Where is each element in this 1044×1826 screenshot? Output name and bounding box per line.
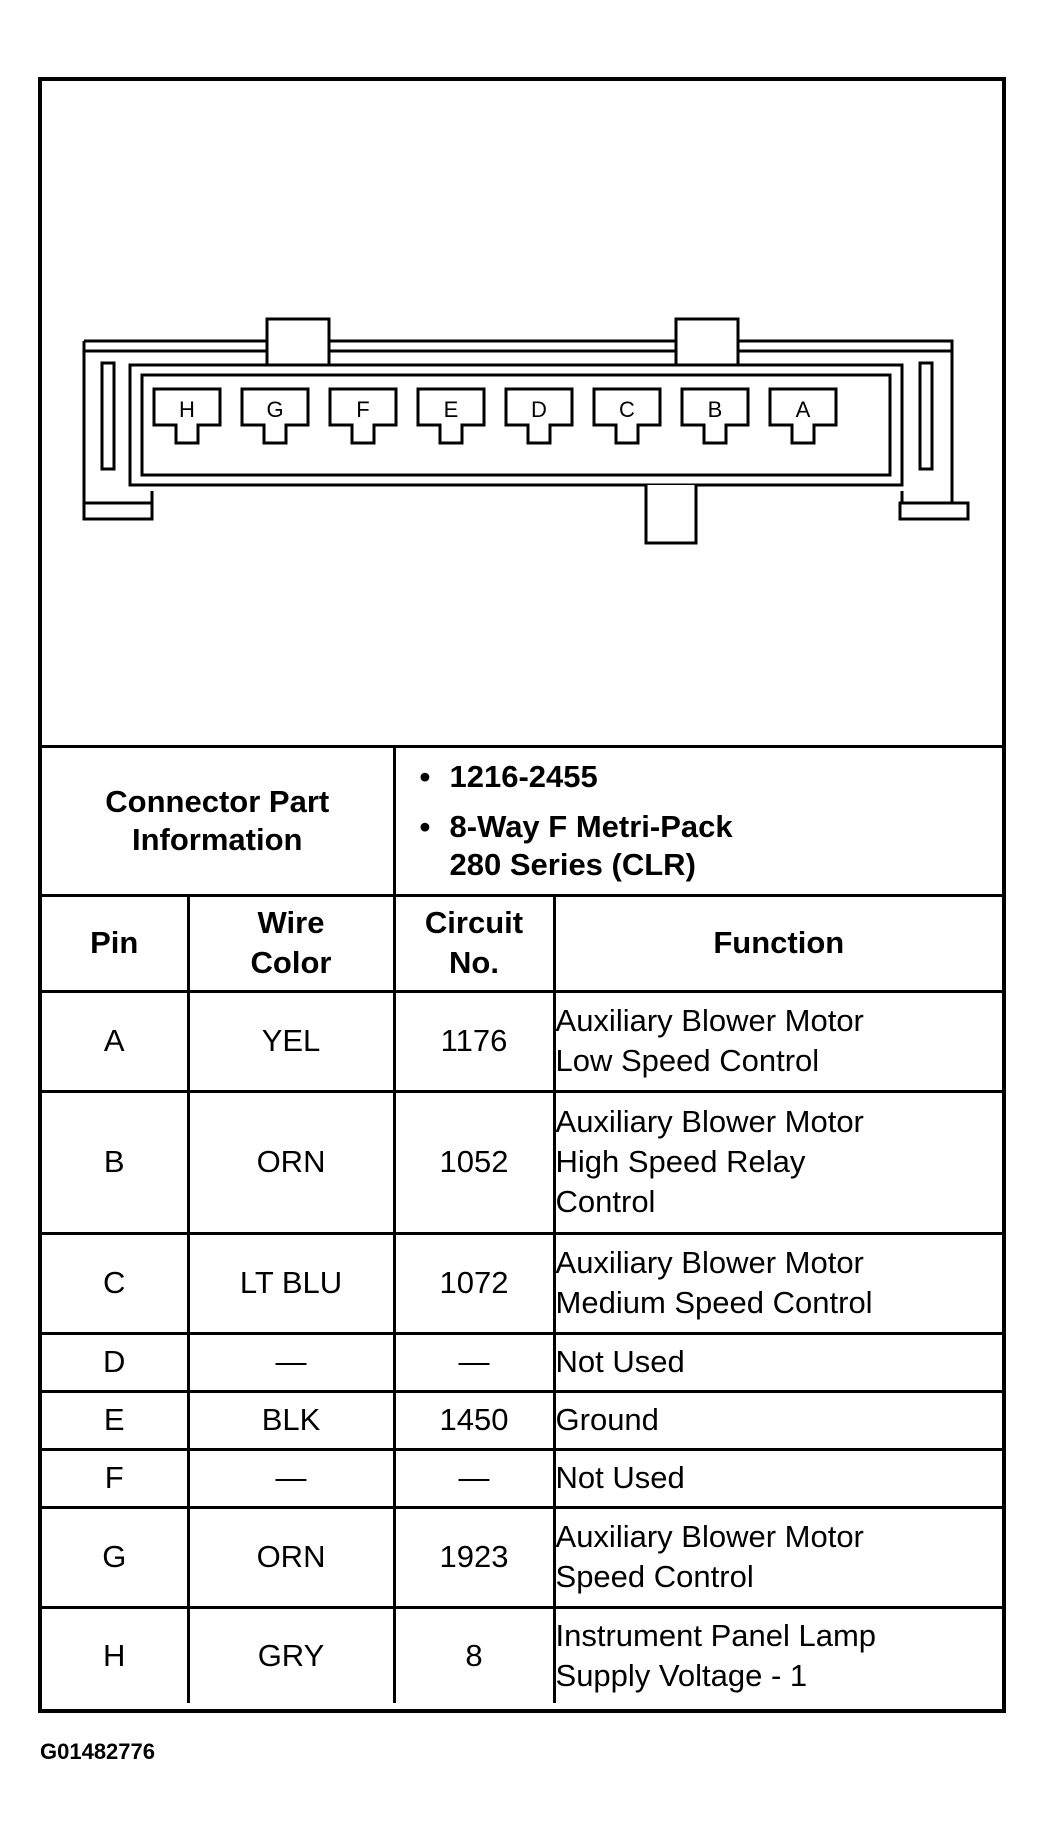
function-cell	[554, 1233, 1002, 1333]
header-function: Function	[554, 895, 1002, 991]
function-line: Supply Voltage - 1	[555, 1657, 808, 1693]
wire-color-cell: BLK	[188, 1391, 394, 1449]
function-cell	[554, 1449, 1002, 1507]
pin-cavity-label: D	[531, 397, 547, 422]
table-row	[42, 1449, 1002, 1507]
function-line: Medium Speed Control	[555, 1285, 873, 1320]
connector-type-line1: 8-Way F Metri-Pack	[449, 808, 733, 844]
header-pin: Pin	[42, 895, 188, 991]
wire-color-cell: ORN	[188, 1507, 394, 1607]
part-info-label-line2: Information	[132, 821, 303, 857]
circuit-cell: 1176	[394, 991, 554, 1091]
part-info-label-line1: Connector Part	[105, 783, 330, 819]
header-wire-color-line1: Wire	[257, 905, 325, 940]
pin-cavity-label: H	[179, 397, 195, 422]
table-row	[42, 1391, 1002, 1449]
header-wire-color	[188, 895, 394, 991]
pin-cell: D	[42, 1333, 188, 1391]
circuit-cell: 1052	[394, 1091, 554, 1233]
connector-face-drawing	[42, 81, 1002, 745]
pinout-table	[42, 748, 1002, 1703]
circuit-cell: —	[394, 1449, 554, 1507]
column-header-row	[42, 895, 1002, 991]
function-cell	[554, 991, 1002, 1091]
header-wire-color-line2: Color	[250, 945, 332, 980]
pin-cell: F	[42, 1449, 188, 1507]
wire-color-cell: —	[188, 1333, 394, 1391]
table-row	[42, 1233, 1002, 1333]
part-number: • 1216-2455	[450, 758, 1003, 796]
function-line: Not Used	[555, 1344, 685, 1379]
figure-code: G01482776	[40, 1739, 155, 1764]
function-line: Low Speed Control	[555, 1043, 820, 1078]
part-info-values	[394, 748, 1002, 895]
pin-cavity-label: A	[795, 397, 811, 422]
connector-type-line2: 280 Series (CLR)	[449, 846, 696, 882]
function-line: Auxiliary Blower Motor	[555, 1003, 864, 1038]
circuit-cell: 8	[394, 1607, 554, 1703]
circuit-cell: 1450	[394, 1391, 554, 1449]
function-line: Auxiliary Blower Motor	[555, 1104, 864, 1139]
function-line: Auxiliary Blower Motor	[555, 1519, 864, 1554]
function-cell	[554, 1607, 1002, 1703]
pin-cell: B	[42, 1091, 188, 1233]
wire-color-cell: ORN	[188, 1091, 394, 1233]
function-cell	[554, 1333, 1002, 1391]
function-cell	[554, 1507, 1002, 1607]
table-row	[42, 1333, 1002, 1391]
pin-cavity-label: G	[266, 397, 284, 422]
function-line: Instrument Panel Lamp	[555, 1617, 877, 1653]
table-row	[42, 1507, 1002, 1607]
function-line: High Speed Relay	[555, 1144, 806, 1179]
part-info-row	[42, 748, 1002, 895]
circuit-cell: —	[394, 1333, 554, 1391]
function-line: Auxiliary Blower Motor	[555, 1245, 864, 1280]
pin-cavity-label: C	[619, 397, 635, 422]
pin-cavity-label: E	[443, 397, 459, 422]
pin-cavity-label: B	[707, 397, 723, 422]
wire-color-cell: —	[188, 1449, 394, 1507]
header-circuit-line2: No.	[449, 945, 499, 980]
pin-cell: H	[42, 1607, 188, 1703]
part-info-label	[42, 748, 394, 895]
pin-rows	[42, 991, 1002, 1703]
header-circuit-line1: Circuit	[424, 905, 524, 940]
function-line: Ground	[555, 1402, 659, 1437]
circuit-cell: 1072	[394, 1233, 554, 1333]
pin-cell: A	[42, 991, 188, 1091]
circuit-cell: 1923	[394, 1507, 554, 1607]
table-row	[42, 991, 1002, 1091]
connector-sheet	[38, 77, 1006, 1713]
function-cell	[554, 1391, 1002, 1449]
pin-cell: G	[42, 1507, 188, 1607]
table-row	[42, 1091, 1002, 1233]
table-row	[42, 1607, 1002, 1703]
pin-cell: C	[42, 1233, 188, 1333]
function-cell	[554, 1091, 1002, 1233]
function-line: Not Used	[555, 1460, 685, 1495]
connector-diagram	[42, 81, 1002, 748]
function-line: Control	[555, 1184, 656, 1219]
connector-type	[450, 808, 1003, 884]
wire-color-cell: YEL	[188, 991, 394, 1091]
header-circuit	[394, 895, 554, 991]
function-line: Speed Control	[555, 1559, 754, 1594]
wire-color-cell: GRY	[188, 1607, 394, 1703]
pin-cell: E	[42, 1391, 188, 1449]
wire-color-cell: LT BLU	[188, 1233, 394, 1333]
pin-cavity-label: F	[356, 397, 370, 422]
